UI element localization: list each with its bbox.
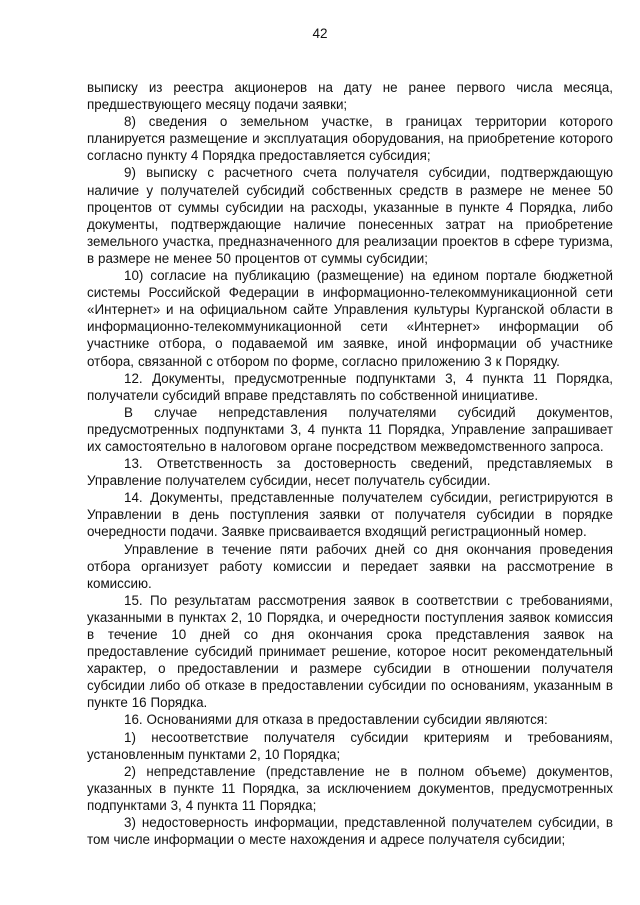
- paragraph-clause-16-item-3: 3) недостоверность информации, представленной получателем субсидии, в том числе информации о месте нахождения и адресе получателя субсидии;: [87, 815, 613, 848]
- paragraph-item-8-land-plot: 8) сведения о земельном участке, в границах территории которого планируется размещение и эксплуатация оборудования, на приобретение которого согласно пункту 4 Порядка предоставляется субсидия;: [87, 114, 613, 164]
- paragraph-clause-16-item-1: 1) несоответствие получателя субсидии критериям и требованиям, установленным пунктами 2, 10 Порядка;: [87, 729, 613, 762]
- paragraph-clause-14-commission: Управление в течение пяти рабочих дней со дня окончания проведения отбора организует работу комиссии и передает заявки на рассмотрение в комиссию.: [87, 541, 613, 591]
- paragraph-statement-extract: выписку из реестра акционеров на дату не ранее первого числа месяца, предшествующего месяцу подачи заявки;: [87, 80, 613, 113]
- body-text: [87, 79, 613, 848]
- paragraph-clause-13: 13. Ответственность за достоверность сведений, представляемых в Управление получателем субсидии, несет получатель субсидии.: [87, 456, 613, 489]
- paragraph-clause-14: 14. Документы, представленные получателем субсидии, регистрируются в Управлении в день поступления заявки от получателя субсидии в порядке очередности подачи. Заявке присваивается входящий регистрационный номер.: [87, 490, 613, 540]
- paragraph-clause-15: 15. По результатам рассмотрения заявок в соответствии с требованиями, указанными в пунктах 2, 10 Порядка, и очередности поступления заявок комиссия в течение 10 дней со дня окончания срока представления заявок на предоставление субсидий принимает решение, которое носит рекомендательный характер, о предоставлении и размере субсидии в отношении получателя субсидии либо об отказе в предоставлении субсидии по основаниям, указанным в пункте 16 Порядка.: [87, 592, 613, 711]
- page-number: 42: [312, 26, 328, 41]
- paragraph-item-9-bank-statement: 9) выписку с расчетного счета получателя субсидии, подтверждающую наличие у получателей субсидий собственных средств в размере не менее 50 процентов от суммы субсидии на расходы, указанные в пункте 4 Порядка, либо документы, подтверждающие наличие понесенных затрат на приобретение земельного участка, предназначенного для реализации проектов в сфере туризма, в размере не менее 50 процентов от суммы субсидии;: [87, 165, 613, 266]
- paragraph-clause-16: 16. Основаниями для отказа в предоставлении субсидии являются:: [124, 712, 548, 728]
- paragraph-clause-16-item-2: 2) непредставление (представление не в полном объеме) документов, указанных в пункте 11 Порядка, за исключением документов, предусмотренных подпунктами 3, 4 пункта 11 Порядка;: [87, 763, 613, 813]
- paragraph-clause-12-request: В случае непредставления получателями субсидий документов, предусмотренных подпунктами 3, 4 пункта 11 Порядка, Управление запрашивает их самостоятельно в налоговом органе посредством межведомственного запроса.: [87, 404, 613, 454]
- paragraph-clause-12: 12. Документы, предусмотренные подпунктами 3, 4 пункта 11 Порядка, получатели субсидий вправе представлять по собственной инициативе.: [87, 370, 613, 403]
- paragraph-item-10-publication-consent: 10) согласие на публикацию (размещение) на едином портале бюджетной системы Российской Федерации в информационно-телекоммуникационной сети «Интернет» и на официальном сайте Управления культуры Курганской области в информационно-телекоммуникационной сети «Интернет» информации об участнике отбора, о подаваемой им заявке, иной информации об участнике отбора, связанной с отбором по форме, согласно приложению 3 к Порядку.: [87, 268, 613, 369]
